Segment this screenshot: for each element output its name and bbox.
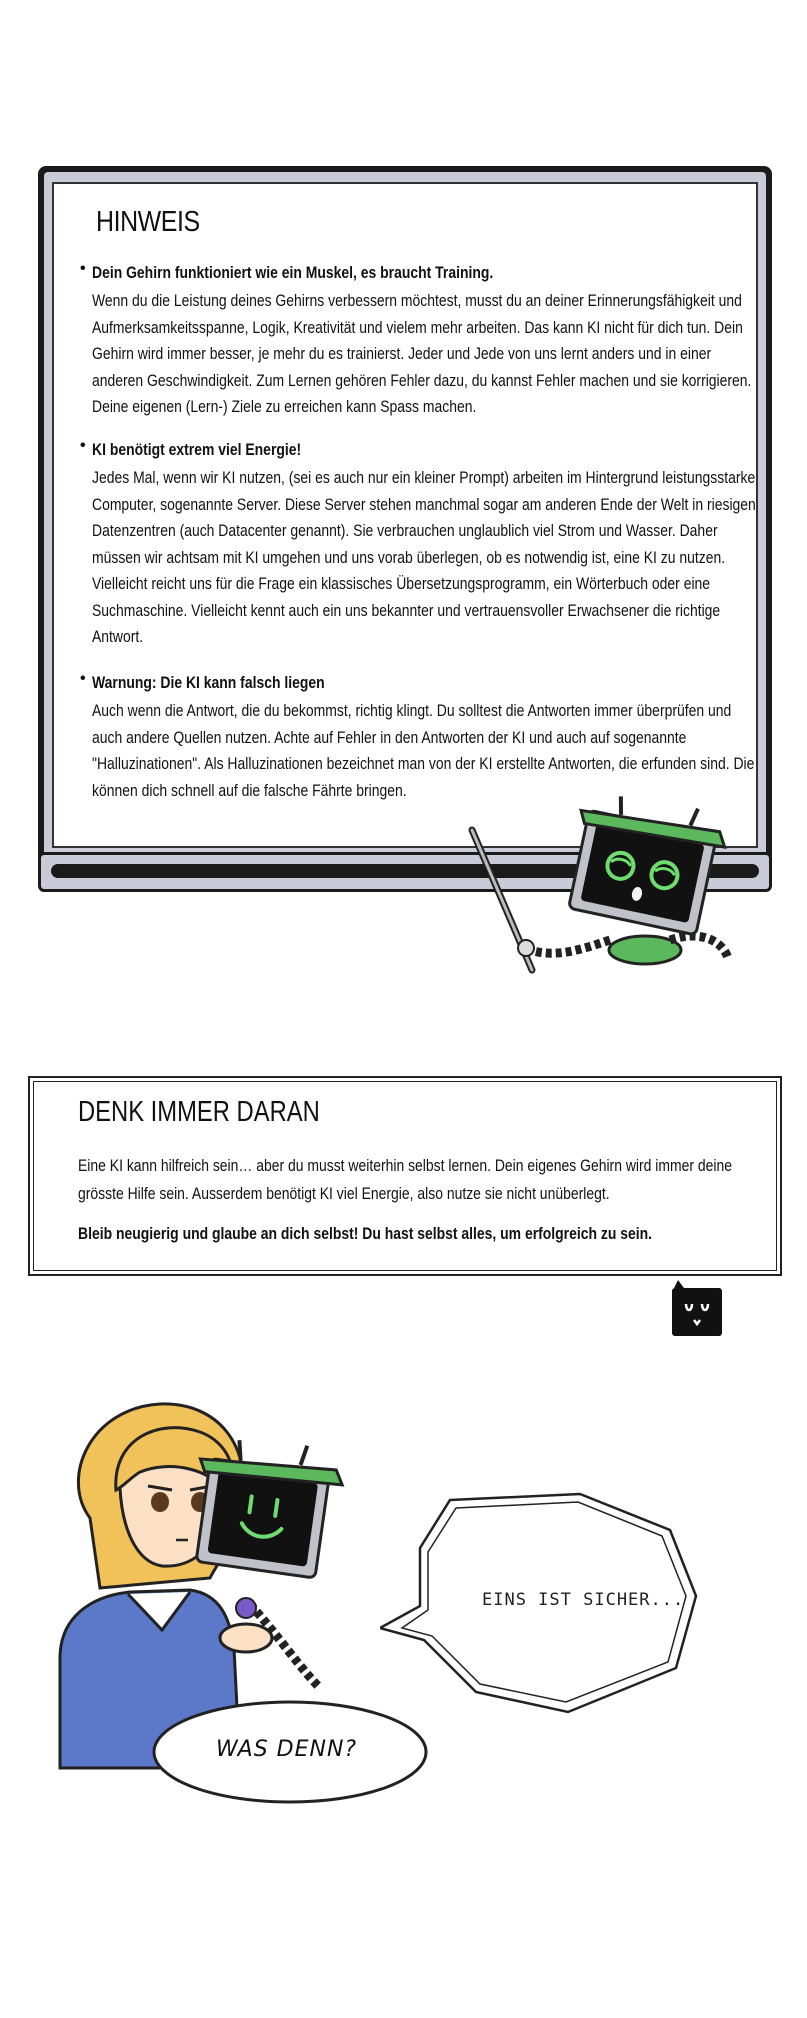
robot-teacher-icon — [460, 790, 750, 990]
point-heading: Dein Gehirn funktioniert wie ein Muskel, es braucht Training. — [92, 263, 494, 282]
reminder-title: DENK IMMER DARAN — [78, 1096, 320, 1128]
robot-chat-icon — [670, 1280, 724, 1340]
point-heading: Warnung: Die KI kann falsch liegen — [92, 673, 325, 692]
bullet: • — [80, 437, 86, 454]
point-body: Wenn du die Leistung deines Gehirns verbessern möchtest, musst du an deiner Erinnerungsfähigkeit und Aufmerksamkeitsspanne, Logik, Kreativität und vielem mehr arbeiten. Das kann KI nicht für dich tun. Dein Gehirn wird immer besser, je mehr du es trainierst. Jeder und Jede von uns lernt anders und in einer anderen Geschwindigkeit. Zum Lernen gehören Fehler dazu, du kannst Fehler machen und sie korrigieren. Deine eigenen (Lern-) Ziele zu erreichen kann Spass machen. — [92, 291, 752, 416]
hinweis-point-brain — [80, 260, 760, 421]
girl-speech-text: WAS DENN? — [216, 1737, 358, 1762]
reminder-text: Eine KI kann hilfreich sein… aber du musst weiterhin selbst lernen. Dein eigenes Gehirn wird immer deine grösste Hilfe sein. Ausserdem benötigt KI viel Energie, also nutze sie nicht unüberlegt. — [78, 1156, 732, 1203]
point-body: Auch wenn die Antwort, die du bekommst, richtig klingt. Du solltest die Antworten immer überprüfen und auch andere Quellen nutzen. Achte auf Fehler in den Antworten der KI und auch auf sogenannte "Halluzinationen". Als Halluzinationen bezeichnet man von der KI erstellte Antworten, die erfunden sind. Die können dich schnell auf die falsche Fährte bringen. — [92, 701, 755, 800]
hinweis-point-warning — [80, 670, 760, 804]
hinweis-point-energy — [80, 437, 760, 651]
hinweis-title: HINWEIS — [96, 206, 200, 238]
point-heading: KI benötigt extrem viel Energie! — [92, 440, 302, 459]
bullet: • — [80, 670, 86, 687]
reminder-bold-text: Bleib neugierig und glaube an dich selbst! Du hast selbst alles, um erfolgreich zu sein. — [78, 1224, 652, 1243]
bullet: • — [80, 260, 86, 277]
robot-speech-text: EINS IST SICHER... — [482, 1590, 685, 1610]
point-body: Jedes Mal, wenn wir KI nutzen, (sei es auch nur ein kleiner Prompt) arbeiten im Hintergrund leistungsstarke Computer, sogenannte Server. Diese Server stehen manchmal sogar am anderen Ende der Welt in riesigen Datenzentren (auch Datacenter genannt). Sie verbrauchen unglaublich viel Strom und Wasser. Daher müssen wir achtsam mit KI umgehen und uns vorab überlegen, ob es notwendig ist, eine KI zu nutzen. Vielleicht reicht uns für die Frage ein klassisches Übersetzungsprogramm, ein Wörterbuch oder eine Suchmaschine. Vielleicht kennt auch ein uns bekannter und vertrauensvoller Erwachsener die richtige Antwort. — [92, 468, 756, 646]
